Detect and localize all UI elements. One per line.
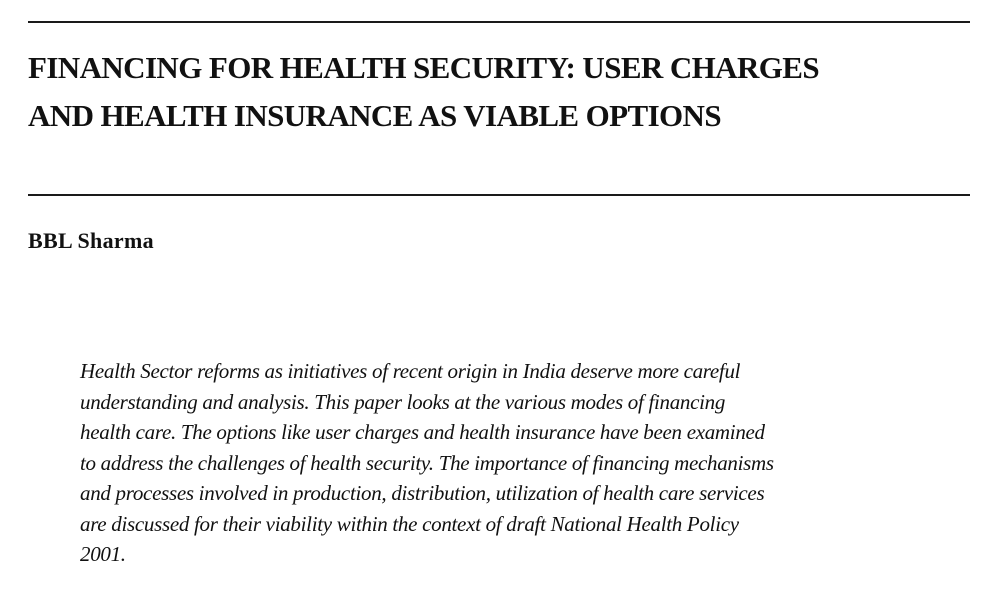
bottom-rule xyxy=(28,194,970,196)
abstract-line-4: to address the challenges of health security. The importance of financing mechanisms xyxy=(80,450,774,475)
title-line-2: AND HEALTH INSURANCE AS VIABLE OPTIONS xyxy=(28,98,721,133)
abstract-line-3: health care. The options like user charges and health insurance have been examined xyxy=(80,420,765,444)
abstract-line-2: understanding and analysis. This paper looks at the various modes of financing xyxy=(80,389,726,414)
abstract-line-6: are discussed for their viability within the context of draft National Health Policy xyxy=(80,511,739,536)
top-rule xyxy=(28,21,970,23)
abstract-line-5: and processes involved in production, distribution, utilization of health care services xyxy=(80,481,765,505)
paper-title xyxy=(28,44,978,140)
author-name: BBL Sharma xyxy=(28,228,154,253)
title-line-1: FINANCING FOR HEALTH SECURITY: USER CHARGES xyxy=(28,50,819,85)
abstract xyxy=(80,356,940,570)
abstract-line-1: Health Sector reforms as initiatives of recent origin in India deserve more careful xyxy=(80,359,741,383)
abstract-line-7: 2001. xyxy=(80,542,126,566)
